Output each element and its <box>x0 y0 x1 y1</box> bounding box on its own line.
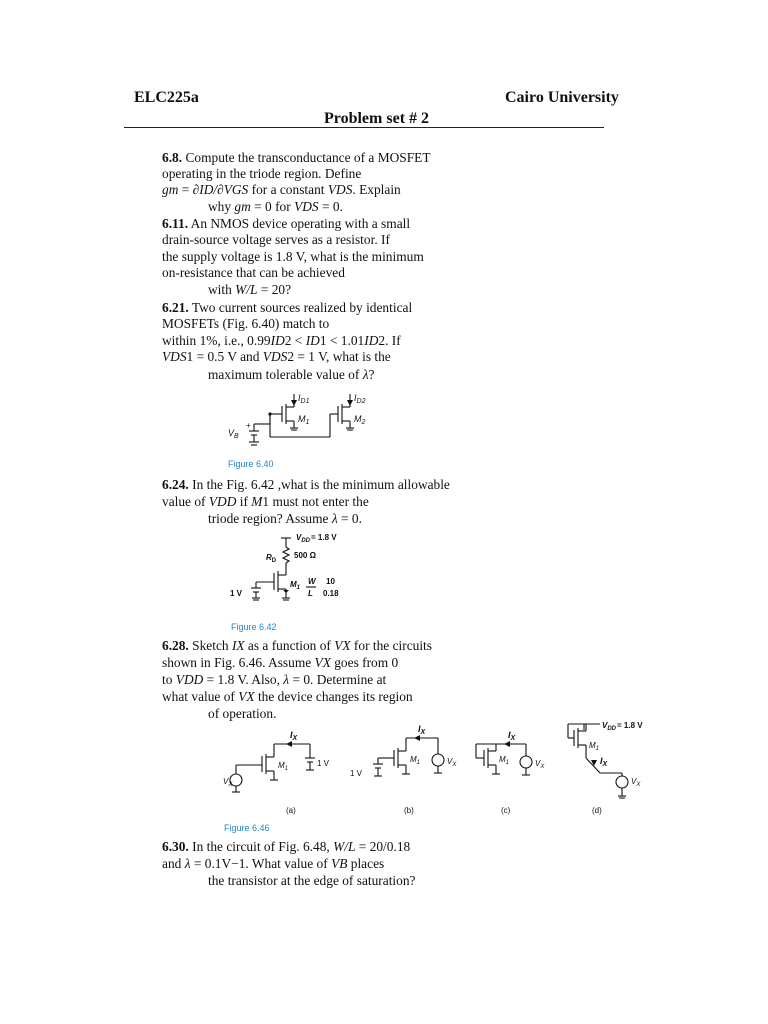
problem-text: 2 < <box>284 333 306 348</box>
svg-text:VDD= 1.8 V <box>296 533 337 544</box>
label-m1-sub: 1 <box>296 585 301 591</box>
problem-6-11-line-1 <box>162 216 410 232</box>
math-var: λ <box>184 856 191 871</box>
math-var: VB <box>331 856 348 871</box>
problem-number: 6.8. <box>162 150 183 165</box>
problem-number: 6.11. <box>162 216 189 231</box>
figure-6-42-label: Figure 6.42 <box>231 622 277 632</box>
math-var: M <box>251 494 263 509</box>
problem-text: shown in Fig. 6.46. Assume <box>162 655 315 670</box>
figure-6-46-label: Figure 6.46 <box>224 823 270 833</box>
math-var: W/L <box>235 282 258 297</box>
label-vx-a: $V_X$ <box>223 777 233 788</box>
label-l-value: 0.18 <box>323 589 339 598</box>
label-vx-c: $V_X$ <box>535 759 545 770</box>
problem-text: = 0.1V−1. What value of <box>190 856 332 871</box>
problem-text: why <box>208 199 235 214</box>
svg-text:ID1 <box>298 393 310 405</box>
svg-text:M1 <box>290 580 301 591</box>
problem-text: and <box>162 856 185 871</box>
problem-text: drain-source voltage serves as a resistor. If <box>162 232 390 247</box>
problem-6-21-line-4 <box>162 349 391 365</box>
math-var: λ <box>362 367 369 382</box>
label-m1: M <box>290 580 297 589</box>
problem-text: Compute the transconductance of a MOSFET <box>185 150 431 165</box>
problem-6-11-line-4 <box>162 265 345 281</box>
problem-6-21-line-3 <box>162 333 401 349</box>
problem-text: places <box>347 856 385 871</box>
problem-text: Two current sources realized by identical <box>191 300 413 315</box>
problem-set-title: Problem set # 2 <box>324 110 430 127</box>
figure-6-46 <box>222 718 662 814</box>
problem-6-30-line-3 <box>208 873 415 889</box>
problem-6-11-line-2 <box>162 232 390 248</box>
problem-6-28-line-2 <box>162 655 398 671</box>
math-var: λ <box>331 511 338 526</box>
problem-text: on-resistance that can be achieved <box>162 265 345 280</box>
course-code: ELC225a <box>134 89 199 106</box>
math-var: VX <box>334 638 351 653</box>
university-name: Cairo University <box>505 89 619 106</box>
label-vdd-sub: DD <box>301 538 311 544</box>
label-w: W <box>308 577 316 586</box>
math-var: VDS <box>294 199 319 214</box>
problem-text: 2. If <box>378 333 401 348</box>
problem-6-30-line-2 <box>162 856 384 872</box>
problem-text: 1 = 0.5 V and <box>186 349 263 364</box>
label-id2-sub: D2 <box>356 398 366 405</box>
problem-text: = 20? <box>257 282 292 297</box>
header-rule <box>124 127 604 128</box>
problem-text: = 20/0.18 <box>355 839 411 854</box>
problem-text: . Explain <box>352 182 401 197</box>
problem-text: of operation. <box>208 706 277 721</box>
problem-6-21-line-2 <box>162 316 329 332</box>
problem-6-8-line-4 <box>208 199 343 215</box>
problem-text: In the circuit of Fig. 6.48, <box>192 839 334 854</box>
label-m1: M <box>298 414 306 424</box>
figure-6-42-schematic <box>226 530 366 610</box>
problem-text: = 0. Determine at <box>289 672 387 687</box>
problem-text: = 0 for <box>250 199 295 214</box>
math-var: VDS <box>162 349 187 364</box>
label-vdd: V <box>296 533 302 542</box>
problem-6-21-line-1 <box>162 300 412 316</box>
problem-text: for the circuits <box>350 638 432 653</box>
label-ix-b: $I_X$ <box>418 724 426 736</box>
problem-text: = <box>178 182 193 197</box>
label-m1-sub: 1 <box>305 419 310 426</box>
label-id1: I <box>298 393 301 403</box>
label-vb-sub: B <box>234 433 239 440</box>
problem-text: 2 = 1 V, what is the <box>287 349 391 364</box>
math-var: IX <box>231 638 245 653</box>
label-vx-d: $V_X$ <box>631 777 641 788</box>
label-ix-d: $I_X$ <box>600 756 608 768</box>
figure-6-42 <box>226 530 366 610</box>
math-var: W/L <box>333 839 356 854</box>
math-var: VDS <box>262 349 288 364</box>
svg-text:M2 <box>354 414 366 426</box>
svg-text:M1 <box>298 414 310 426</box>
figure-6-40-schematic <box>222 392 392 454</box>
label-ix-c: $I_X$ <box>508 730 516 742</box>
label-1v: 1 V <box>230 589 243 598</box>
label-rd: R <box>266 553 272 562</box>
problem-6-21-line-5 <box>208 367 374 383</box>
label-1v-a: 1 V <box>317 759 330 768</box>
problem-6-24-line-1 <box>162 477 450 493</box>
problem-text: the transistor at the edge of saturation? <box>208 873 416 888</box>
problem-text: with <box>208 282 236 297</box>
problem-text: MOSFETs (Fig. 6.40) match to <box>162 316 330 331</box>
problem-6-24-line-2 <box>162 494 369 510</box>
problem-text: what value of <box>162 689 239 704</box>
problem-6-11-line-3 <box>162 249 424 265</box>
problem-text: = 1.8 V. Also, <box>203 672 284 687</box>
label-m2: M <box>354 414 362 424</box>
svg-text:VB <box>228 428 239 440</box>
problem-number: 6.24. <box>162 477 189 492</box>
math-expr: ∂ID/∂VGS <box>192 182 249 197</box>
problem-text: the device changes its region <box>254 689 413 704</box>
math-var: gm <box>234 199 251 214</box>
label-m1-a: $M_1$ <box>278 761 289 772</box>
caption-d: (d) <box>592 806 602 815</box>
label-l: L <box>308 589 313 598</box>
problem-text: Sketch <box>192 638 232 653</box>
label-1v-b: 1 V <box>350 769 363 778</box>
problem-text: for a constant <box>248 182 328 197</box>
plus-sign: + <box>246 421 251 430</box>
problem-6-28-line-1 <box>162 638 432 654</box>
label-w-value: 10 <box>326 577 335 586</box>
problem-6-8-line-2 <box>162 166 361 182</box>
label-m2-sub: 2 <box>361 419 366 426</box>
label-m1-b: $M_1$ <box>410 755 421 766</box>
problem-text: goes from 0 <box>330 655 399 670</box>
problem-text: = 0. <box>337 511 362 526</box>
problem-text: maximum tolerable value of <box>208 367 363 382</box>
label-rd-value: 500 Ω <box>294 551 316 560</box>
math-var: ID <box>305 333 320 348</box>
label-m1-c: $M_1$ <box>499 755 510 766</box>
problem-6-30-line-1 <box>162 839 410 855</box>
label-vx-b: $V_X$ <box>447 757 457 768</box>
math-var: gm <box>162 182 179 197</box>
caption-a: (a) <box>286 806 296 815</box>
label-rd-sub: D <box>271 558 277 564</box>
problem-text: as a function of <box>244 638 335 653</box>
problem-text: An NMOS device operating with a small <box>190 216 411 231</box>
caption-c: (c) <box>501 806 511 815</box>
problem-text: value of <box>162 494 209 509</box>
math-var: VDS <box>327 182 353 197</box>
math-var: VX <box>314 655 331 670</box>
problem-6-11-line-5 <box>208 282 291 298</box>
problem-number: 6.30. <box>162 839 189 854</box>
problem-text: ? <box>368 367 375 382</box>
problem-text: 1 must not enter the <box>262 494 369 509</box>
problem-6-28-line-3 <box>162 672 386 688</box>
figure-6-40 <box>222 392 392 454</box>
figure-6-46-schematic <box>222 718 662 814</box>
caption-b: (b) <box>404 806 414 815</box>
label-vdd-d: $V_{DD}= 1.8$ V <box>602 721 643 732</box>
problem-text: operating in the triode region. Define <box>162 166 362 181</box>
svg-text:RD <box>266 553 277 564</box>
problem-text: to <box>162 672 176 687</box>
math-var: VX <box>238 689 255 704</box>
math-var: VDD <box>175 672 204 687</box>
math-var: λ <box>283 672 290 687</box>
label-m1-d: $M_1$ <box>589 741 600 752</box>
svg-text:ID2 <box>354 393 366 405</box>
math-var: ID <box>364 333 379 348</box>
problem-text: triode region? Assume <box>208 511 332 526</box>
label-ix-a: $I_X$ <box>290 730 298 742</box>
problem-text: 1 < 1.01 <box>319 333 365 348</box>
problem-6-24-line-3 <box>208 511 362 527</box>
math-var: ID <box>270 333 285 348</box>
label-id1-sub: D1 <box>300 398 310 405</box>
problem-text: if <box>236 494 252 509</box>
figure-6-40-label: Figure 6.40 <box>228 459 274 469</box>
problem-text: = 0. <box>318 199 343 214</box>
label-vb: V <box>228 428 235 438</box>
problem-6-28-line-4 <box>162 689 413 705</box>
problem-number: 6.28. <box>162 638 189 653</box>
problem-6-8-line-3 <box>162 182 401 198</box>
label-vdd-value: = 1.8 V <box>311 533 337 542</box>
problem-text: In the Fig. 6.42 ,what is the minimum allowable <box>192 477 450 492</box>
problem-text: the supply voltage is 1.8 V, what is the minimum <box>162 249 424 264</box>
problem-number: 6.21. <box>162 300 189 315</box>
label-id2: I <box>354 393 357 403</box>
math-var: VDD <box>208 494 237 509</box>
problem-text: within 1%, i.e., 0.99 <box>162 333 271 348</box>
problem-6-8-line-1 <box>162 150 431 166</box>
